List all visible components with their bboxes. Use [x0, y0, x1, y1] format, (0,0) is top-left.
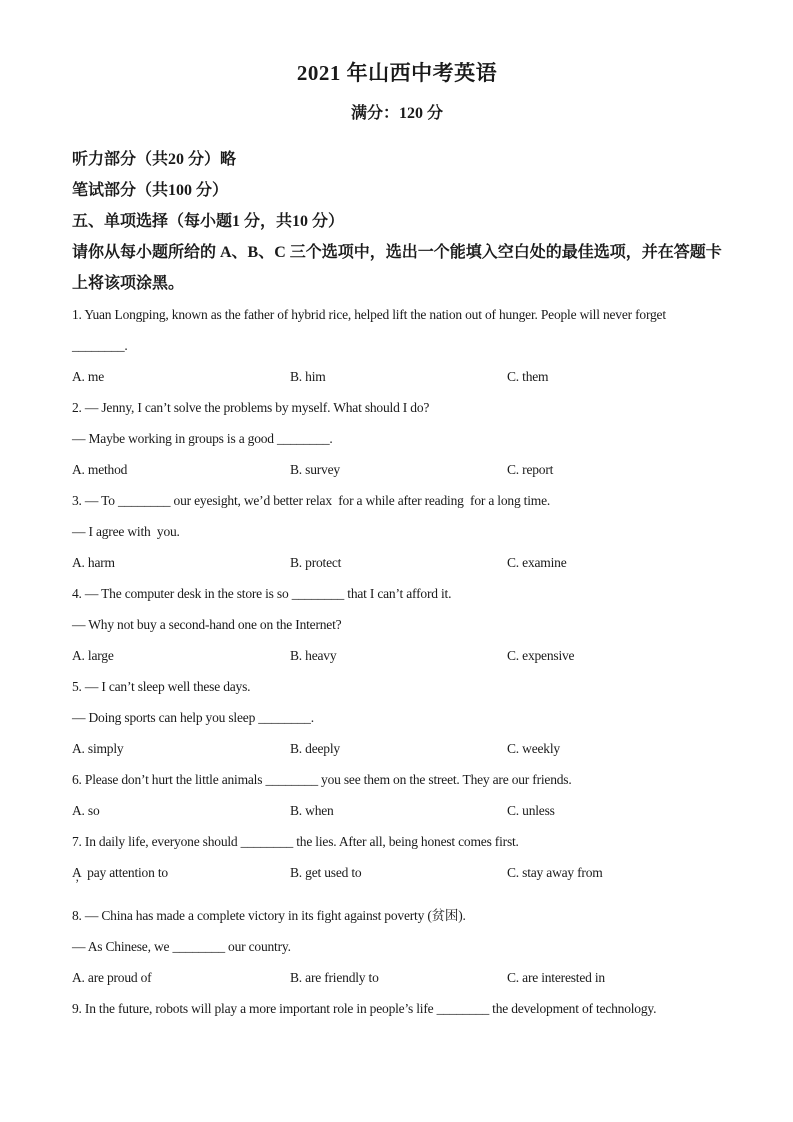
option-c: C. report — [507, 462, 554, 477]
option-c: C. expensive — [507, 648, 575, 663]
question-5 — [72, 671, 722, 764]
instructions-line-1: 请你从每小题所给的 A、B、C 三个选项中，选出一个能填入空白处的最佳选项，并在答题卡 — [72, 244, 722, 261]
option-a: A. simply — [72, 741, 124, 756]
option-b: B. are friendly to — [290, 970, 379, 985]
option-c: C. are interested in — [507, 970, 605, 985]
options-row — [72, 454, 722, 485]
option-a: A. harm — [72, 555, 115, 570]
options-row — [72, 640, 722, 671]
option-b: B. survey — [290, 462, 340, 477]
question-line: 4. — The computer desk in the store is so ________ that I can’t afford it. — [72, 586, 452, 601]
option-a: A. are proud of — [72, 970, 152, 985]
part5-heading: 五、单项选择（每小题1 分，共10 分） — [72, 213, 345, 230]
option-a: A. me — [72, 369, 104, 384]
question-line: 2. — Jenny, I can’t solve the problems by myself. What should I do? — [72, 400, 430, 415]
question-line: — Maybe working in groups is a good ________. — [72, 431, 333, 446]
question-line: — Doing sports can help you sleep ________. — [72, 710, 314, 725]
option-b: B. heavy — [290, 648, 337, 663]
option-b: B. deeply — [290, 741, 340, 756]
options-row — [72, 733, 722, 764]
option-b: B. when — [290, 803, 334, 818]
option-a: A. method — [72, 462, 128, 477]
question-7 — [72, 826, 722, 900]
option-b: B. him — [290, 369, 326, 384]
option-c: C. examine — [507, 555, 567, 570]
page-title: 2021 年山西中考英语 — [296, 61, 498, 85]
question-line: 5. — I can’t sleep well these days. — [72, 679, 251, 694]
written-section-heading: 笔试部分（共100 分） — [72, 182, 229, 199]
question-line: 1. Yuan Longping, known as the father of hybrid rice, helped lift the nation out of hunger. People will never forget — [72, 307, 666, 322]
option-c: C. weekly — [507, 741, 560, 756]
option-b: B. protect — [290, 555, 342, 570]
listening-section-heading: 听力部分（共20 分）略 — [72, 151, 237, 168]
question-line: — I agree with you. — [72, 524, 180, 539]
options-row — [72, 857, 722, 891]
option-c: C. unless — [507, 803, 555, 818]
question-line: 3. — To ________ our eyesight, we’d better relax for a while after reading for a long time. — [72, 493, 551, 508]
question-line: 7. In daily life, everyone should ________ the lies. After all, being honest comes first. — [72, 834, 519, 849]
options-row — [72, 361, 722, 392]
question-line: 9. In the future, robots will play a more important role in people’s life ________ the development of technology. — [72, 1001, 657, 1016]
total-score-subtitle: 满分：120 分 — [350, 105, 443, 122]
stray-mark-line — [72, 876, 722, 900]
question-8 — [72, 900, 722, 993]
option-c: C. them — [507, 369, 549, 384]
stray-mark: ’ — [75, 876, 80, 891]
options-row — [72, 547, 722, 578]
instructions-line-2: 上将该项涂黑。 — [72, 275, 185, 292]
options-row — [72, 962, 722, 993]
question-9 — [72, 993, 722, 1024]
question-1 — [72, 299, 722, 392]
options-row — [72, 795, 722, 826]
question-2 — [72, 392, 722, 485]
question-blank-line: ________. — [72, 338, 128, 353]
option-a: A. large — [72, 648, 114, 663]
question-6 — [72, 764, 722, 826]
option-a: A pay attention to — [72, 865, 168, 880]
question-line: — As Chinese, we ________ our country. — [72, 939, 291, 954]
question-line: — Why not buy a second-hand one on the Internet? — [72, 617, 342, 632]
question-list — [72, 299, 722, 1024]
page-content — [72, 0, 722, 1024]
question-3 — [72, 485, 722, 578]
option-c: C. stay away from — [507, 865, 603, 880]
question-line: 6. Please don’t hurt the little animals ________ you see them on the street. They are our friends. — [72, 772, 572, 787]
question-line: 8. — China has made a complete victory in its fight against poverty (贫困). — [72, 908, 466, 923]
option-b: B. get used to — [290, 865, 362, 880]
option-a: A. so — [72, 803, 100, 818]
question-4 — [72, 578, 722, 671]
